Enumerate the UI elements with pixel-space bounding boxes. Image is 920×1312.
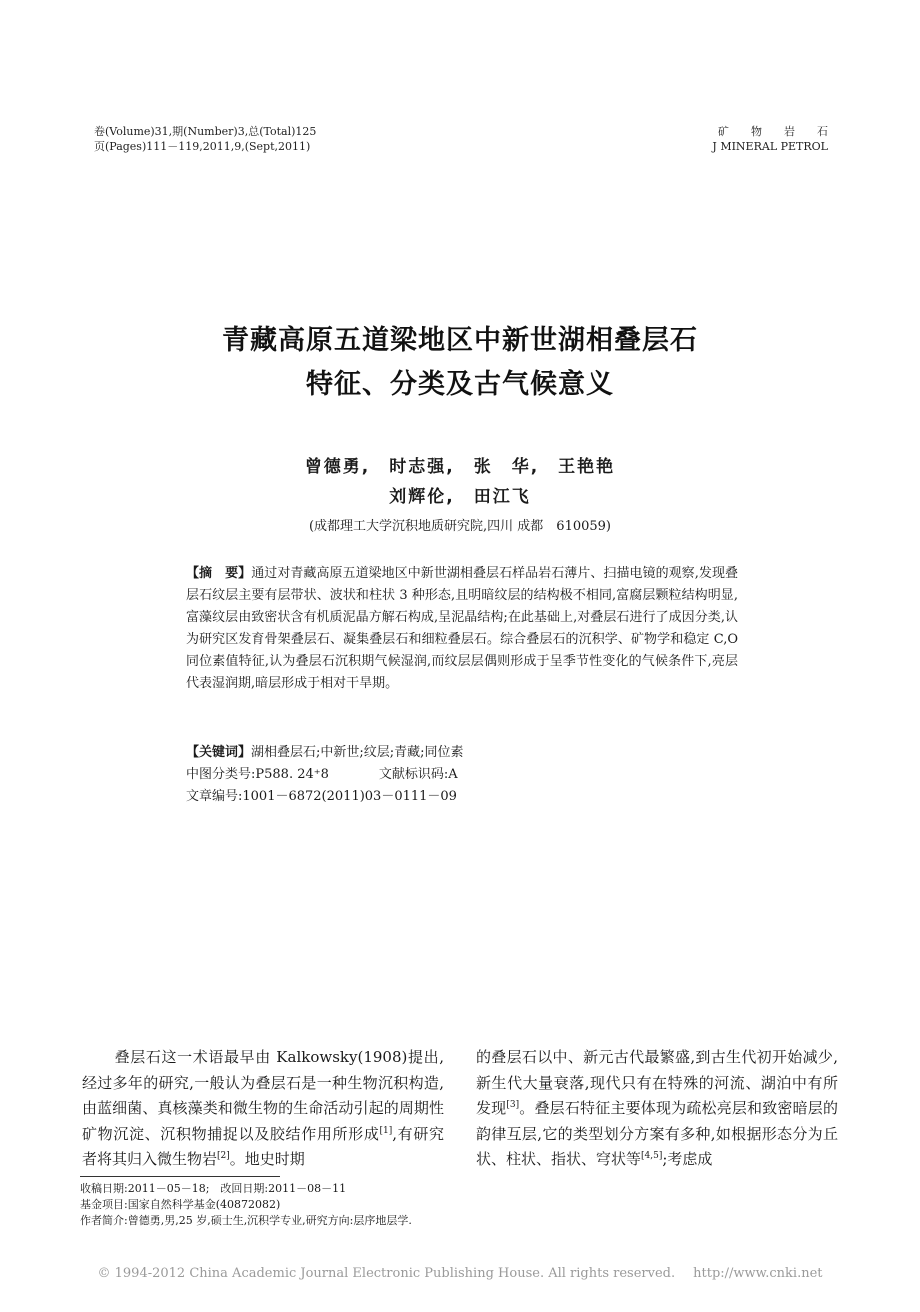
article-no-label: 文章编号: [186,789,243,804]
clc-label: 中图分类号: [186,767,256,782]
classification-line [186,764,458,786]
body-right-text-3: ;考虑成 [662,1150,713,1168]
doc-code-value: A [448,767,458,782]
citation-ref: [4,5] [641,1151,663,1161]
authors-line2: 刘辉伦, 田江飞 [389,487,531,507]
body-left-text-1: 叠层石这一术语最早由 Kalkowsky(1908)提出,经过多年的研究,一般认为叠层石是一种生物沉积构造,由蓝细菌、真核藻类和微生物的生命活动引起的周期性矿物沉淀、沉积物捕捉以及胶结作用所形成 [82,1048,444,1143]
journal-pages-line: 页(Pages)111－119,2011,9,(Sept,2011) [94,140,311,153]
abstract-label: 【摘 要】 [186,566,252,581]
footnote-fund: 基金项目:国家自然科学基金(40872082) [80,1198,281,1211]
copyright-footer [0,1266,920,1281]
journal-name-en: J MINERAL PETROL [712,140,828,153]
authors-line1: 曾德勇, 时志强, 张 华, 王艳艳 [304,457,616,477]
abstract [186,563,738,695]
citation-ref: [2] [217,1151,230,1161]
body-right-column [476,1045,838,1173]
affiliation: (成都理工大学沉积地质研究院,四川 成都 610059) [308,519,612,534]
body-left-text-3: 。地史时期 [229,1150,305,1168]
citation-ref: [1] [379,1125,393,1136]
keywords-label: 【关键词】 [186,745,252,760]
body-right-text-2: 。叠层石特征主要体现为疏松亮层和致密暗层的韵律互层,它的类型划分方案有多种,如根据形态分为丘状、柱状、指状、穹状等 [476,1099,838,1168]
body-right-text-1: 的叠层石以中、新元古代最繁盛,到古生代初开始减少,新生代大量衰落,现代只有在特殊的河流、湖泊中有所发现 [476,1048,838,1117]
body-left-text-2: ,有研究者将其归入微生物岩 [82,1124,444,1168]
body-left-column [82,1045,444,1173]
cnki-link[interactable]: http://www.cnki.net [693,1266,823,1281]
paper-title-line2: 特征、分类及古气候意义 [306,369,614,400]
article-number-line [186,786,457,808]
doc-code-label: 文献标识码: [378,767,449,782]
journal-volume-line: 卷(Volume)31,期(Number)3,总(Total)125 [94,125,317,138]
paper-title-line1: 青藏高原五道梁地区中新世湖相叠层石 [222,325,698,356]
footnote-author: 作者简介:曾德勇,男,25 岁,硕士生,沉积学专业,研究方向:层序地层学. [80,1214,412,1227]
footnote-divider [80,1176,280,1177]
article-no-value: 1001－6872(2011)03－0111－09 [242,789,457,804]
abstract-text: 通过对青藏高原五道梁地区中新世湖相叠层石样品岩石薄片、扫描电镜的观察,发现叠层石纹层主要有层带状、波状和柱状 3 种形态,且明暗纹层的结构极不相同,富腐层颗粒结构明显,富藻纹层由致密状含有机质泥晶方解石构成,呈泥晶结构;在此基础上,对叠层石进行了成因分类,认为研究区发育骨架叠层石、凝集叠层石和细粒叠层石。综合叠层石的沉积学、矿物学和稳定 C,O 同位素值特征,认为叠层石沉积期气候湿润,而纹层层偶则形成于呈季节性变化的气候条件下,亮层代表湿润期,暗层形成于相对干旱期。 [186,566,738,691]
footnote-received: 收稿日期:2011－05－18; 改回日期:2011－08－11 [80,1182,347,1195]
keywords [186,742,464,764]
clc-value: P588. 24⁺8 [255,767,329,782]
copyright-text: © 1994-2012 China Academic Journal Electronic Publishing House. All rights reserved. [97,1266,676,1281]
keywords-text: 湖相叠层石;中新世;纹层;青藏;同位素 [251,745,464,760]
citation-ref: [3] [506,1100,520,1110]
journal-name-cn: 矿 物 岩 石 [718,125,828,138]
